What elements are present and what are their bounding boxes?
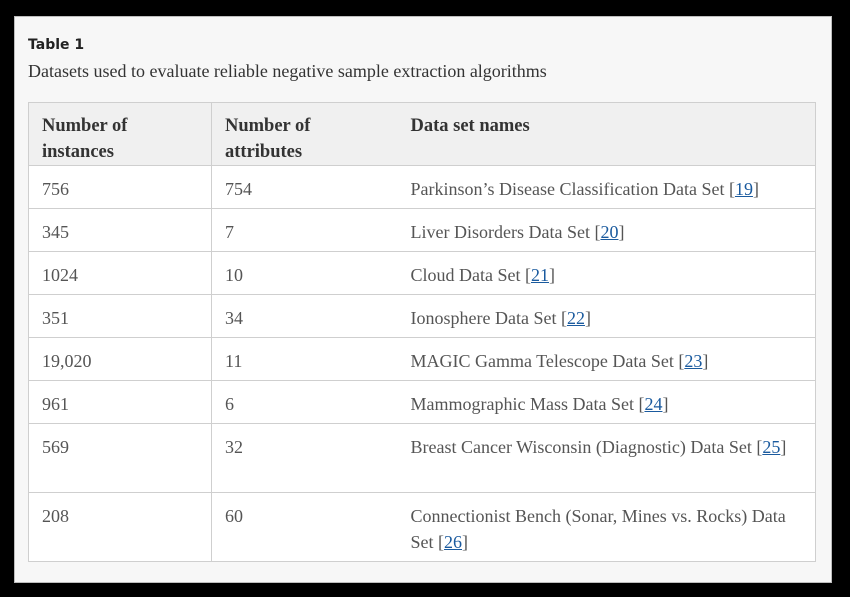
- table-row: [29, 381, 816, 424]
- cell-instances: 345: [29, 209, 212, 252]
- cell-attributes: 34: [212, 295, 398, 338]
- cell-attributes: 754: [212, 166, 398, 209]
- cell-instances: 19,020: [29, 338, 212, 381]
- reference-link[interactable]: 20: [600, 222, 619, 242]
- cell-dataset-name: Breast Cancer Wisconsin (Diagnostic) Data Set [25]: [398, 424, 816, 493]
- table-label: Table 1: [28, 37, 85, 53]
- cell-instances: 1024: [29, 252, 212, 295]
- reference-link[interactable]: 21: [531, 265, 549, 285]
- reference-link[interactable]: 19: [734, 179, 753, 199]
- cell-dataset-name: Mammographic Mass Data Set [24]: [398, 381, 816, 424]
- cell-attributes: 6: [212, 381, 398, 424]
- cell-instances: 961: [29, 381, 212, 424]
- cell-instances: 569: [29, 424, 212, 493]
- cell-attributes: 32: [212, 424, 398, 493]
- cell-attributes: 60: [212, 493, 398, 562]
- dataset-name-text: Parkinson’s Disease Classification Data Set: [410, 179, 725, 199]
- cell-dataset-name: Ionosphere Data Set [22]: [398, 295, 816, 338]
- table-row: [29, 338, 816, 381]
- dataset-name-text: Connectionist Bench (Sonar, Mines vs. Rocks) Data Set: [410, 506, 786, 552]
- table-caption: Datasets used to evaluate reliable negative sample extraction algorithms: [28, 61, 547, 81]
- cell-instances: 756: [29, 166, 212, 209]
- table-row: [29, 424, 816, 493]
- dataset-name-text: Ionosphere Data Set: [410, 308, 557, 328]
- table-row: [29, 295, 816, 338]
- reference-link[interactable]: 23: [684, 351, 703, 371]
- cell-attributes: 7: [212, 209, 398, 252]
- reference-link[interactable]: 24: [644, 394, 663, 414]
- table-row: [29, 493, 816, 562]
- cell-dataset-name: Cloud Data Set [21]: [398, 252, 816, 295]
- reference-link[interactable]: 26: [444, 532, 463, 552]
- dataset-name-text: Liver Disorders Data Set: [410, 222, 590, 242]
- dataset-name-text: Cloud Data Set: [410, 265, 521, 285]
- header-attributes: Number of attributes: [212, 103, 398, 166]
- table-panel: [14, 16, 832, 583]
- cell-attributes: 11: [212, 338, 398, 381]
- dataset-name-text: MAGIC Gamma Telescope Data Set: [410, 351, 674, 371]
- reference-link[interactable]: 22: [566, 308, 585, 328]
- header-row: [29, 103, 816, 166]
- dataset-name-text: Mammographic Mass Data Set: [410, 394, 634, 414]
- cell-dataset-name: Connectionist Bench (Sonar, Mines vs. Rocks) Data Set [26]: [398, 493, 816, 562]
- cell-dataset-name: Liver Disorders Data Set [20]: [398, 209, 816, 252]
- header-dataset-names: Data set names: [398, 103, 816, 166]
- table-row: [29, 166, 816, 209]
- datasets-table: [28, 102, 816, 562]
- cell-dataset-name: Parkinson’s Disease Classification Data Set [19]: [398, 166, 816, 209]
- cell-instances: 351: [29, 295, 212, 338]
- table-row: [29, 252, 816, 295]
- cell-attributes: 10: [212, 252, 398, 295]
- dataset-name-text: Breast Cancer Wisconsin (Diagnostic) Data Set: [410, 437, 752, 457]
- cell-dataset-name: MAGIC Gamma Telescope Data Set [23]: [398, 338, 816, 381]
- reference-link[interactable]: 25: [762, 437, 781, 457]
- header-instances: Number of instances: [29, 103, 212, 166]
- table-row: [29, 209, 816, 252]
- cell-instances: 208: [29, 493, 212, 562]
